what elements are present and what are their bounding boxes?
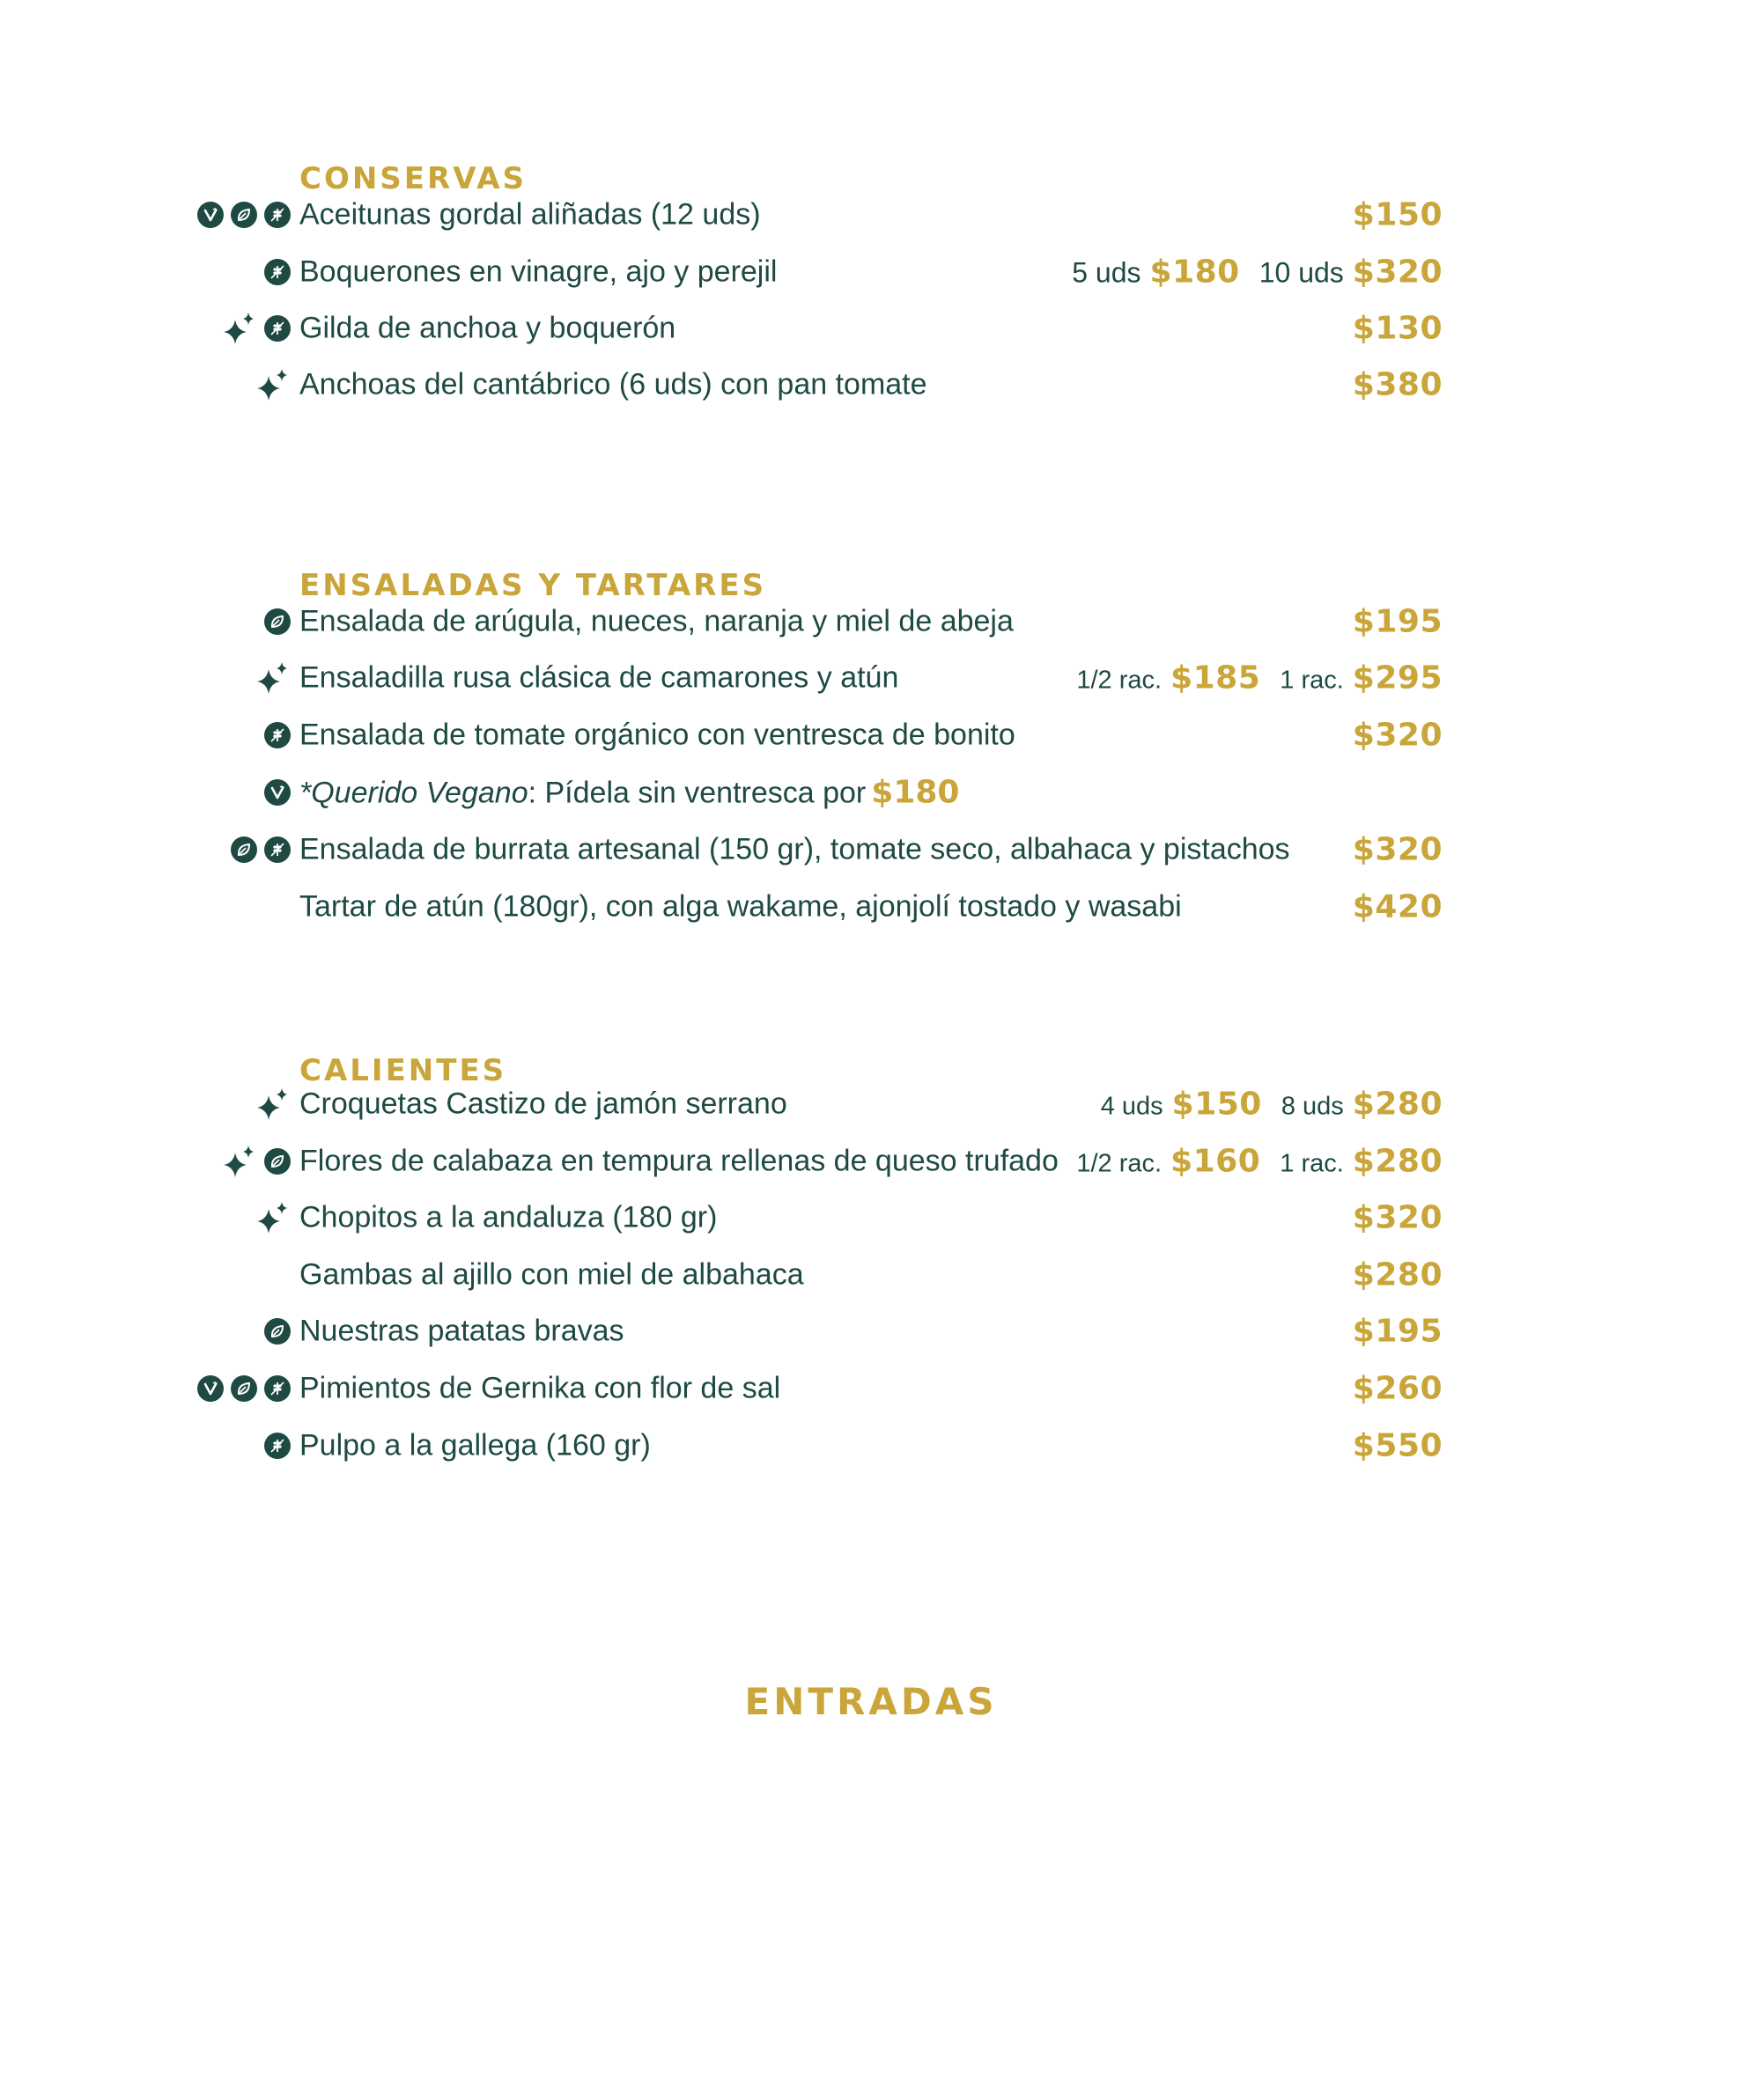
section-title-conservas: CONSERVAS — [299, 161, 528, 196]
price-option — [1353, 832, 1443, 868]
price-option — [1281, 1087, 1443, 1123]
menu-item-prices — [1353, 1314, 1443, 1350]
menu-item — [0, 1080, 1742, 1128]
menu-item-prices — [1101, 1087, 1443, 1123]
dietary-icons — [231, 832, 291, 867]
gluten-free-icon — [264, 259, 291, 285]
menu-item — [0, 883, 1742, 931]
menu-item-name: Anchoas del cantábrico (6 uds) con pan tomate — [299, 367, 927, 402]
dietary-icons — [255, 1200, 291, 1235]
section-title-ensaladas: ENSALADAS Y TARTARES — [299, 568, 767, 603]
menu-item — [0, 305, 1742, 352]
menu-item-prices — [1353, 1257, 1443, 1293]
menu-item-price: $195 — [1352, 603, 1443, 640]
price-quantity: 8 uds — [1281, 1092, 1344, 1121]
menu-item-prices — [1353, 311, 1443, 347]
menu-item-prices — [1353, 604, 1443, 640]
menu-item-name: Nuestras patatas bravas — [299, 1314, 624, 1348]
sparkle-icon — [222, 311, 257, 346]
menu-item-name: Gilda de anchoa y boquerón — [299, 311, 676, 345]
sparkle-icon — [255, 660, 291, 696]
vegetarian-icon — [264, 608, 291, 635]
price-quantity: 5 uds — [1072, 256, 1141, 289]
price-option — [1353, 718, 1443, 754]
price-option — [1259, 254, 1443, 291]
menu-item — [0, 1308, 1742, 1355]
menu-item-price: $180 — [871, 774, 960, 811]
menu-item — [0, 654, 1742, 702]
price-option — [1353, 367, 1443, 403]
menu-item-name: Ensaladilla rusa clásica de camarones y atún — [299, 660, 899, 695]
menu-item-price: $160 — [1170, 1143, 1261, 1180]
menu-item-prices — [1353, 1371, 1443, 1407]
menu-item-prices — [1353, 197, 1443, 233]
price-option — [1280, 1144, 1443, 1180]
price-option — [1076, 660, 1260, 696]
menu-item-prices — [1353, 718, 1443, 754]
price-option — [1280, 660, 1443, 696]
price-quantity: 1/2 rac. — [1076, 1149, 1163, 1178]
menu-item — [0, 248, 1742, 296]
menu-item-price: $260 — [1352, 1370, 1443, 1407]
vegetarian-icon — [264, 1318, 291, 1345]
vegetarian-icon — [231, 836, 257, 863]
price-option — [1353, 197, 1443, 233]
menu-item-name-rest: : Pídela sin ventresca por — [528, 776, 867, 810]
sparkle-icon — [255, 1200, 291, 1235]
menu-item — [0, 361, 1742, 409]
menu-item-price: $280 — [1352, 1256, 1443, 1293]
dietary-icons — [255, 1087, 291, 1122]
dietary-icons — [264, 775, 291, 810]
vegan-icon — [197, 1375, 224, 1402]
vegan-icon — [264, 779, 291, 806]
menu-item-name: Pulpo a la gallega (160 gr) — [299, 1428, 651, 1463]
menu-item-price: $180 — [1149, 254, 1240, 291]
menu-item-price: $320 — [1352, 254, 1443, 291]
price-option — [1353, 311, 1443, 347]
menu-item-name: Ensalada de tomate orgánico con ventresca de bonito — [299, 718, 1015, 752]
menu-item — [0, 769, 1742, 816]
menu-item-price: $150 — [1352, 196, 1443, 233]
menu-item-price: $185 — [1170, 659, 1261, 696]
menu-item-prices — [1072, 254, 1443, 291]
menu-item-price: $550 — [1352, 1427, 1443, 1464]
menu-item-name: Flores de calabaza en tempura rellenas de queso trufado — [299, 1144, 1059, 1178]
dietary-icons — [255, 660, 291, 696]
price-quantity: 1/2 rac. — [1076, 666, 1163, 695]
dietary-icons — [264, 1314, 291, 1349]
sparkle-icon — [222, 1144, 257, 1179]
gluten-free-icon — [264, 202, 291, 228]
menu-item — [0, 826, 1742, 873]
vegetarian-icon — [264, 1148, 291, 1175]
price-option — [1076, 1144, 1260, 1180]
vegetarian-icon — [231, 202, 257, 228]
dietary-icons — [222, 1144, 291, 1179]
menu-item-price: $420 — [1352, 888, 1443, 925]
menu-item-prices — [1353, 367, 1443, 403]
vegan-icon — [197, 202, 224, 228]
menu-item-name: Ensalada de burrata artesanal (150 gr), tomate seco, albahaca y pistachos — [299, 832, 1290, 866]
menu-item-prices — [1076, 1144, 1443, 1180]
sparkle-icon — [255, 367, 291, 402]
price-quantity: 1 rac. — [1280, 666, 1344, 695]
menu-item-name: Boquerones en vinagre, ajo y perejil — [299, 254, 778, 289]
dietary-icons — [264, 1428, 291, 1463]
price-option — [1353, 1200, 1443, 1236]
menu-item — [0, 1365, 1742, 1412]
price-option — [1072, 254, 1239, 291]
menu-item-price: $150 — [1171, 1086, 1262, 1123]
menu-item-price: $380 — [1352, 366, 1443, 403]
price-quantity: 1 rac. — [1280, 1149, 1344, 1178]
menu-item-name-italic: *Querido Vegano — [299, 776, 528, 810]
vegetarian-icon — [231, 1375, 257, 1402]
price-option — [1353, 1314, 1443, 1350]
menu-item-name — [299, 775, 959, 811]
menu-item-name: Tartar de atún (180gr), con alga wakame, ajonjolí tostado y wasabi — [299, 889, 1182, 924]
menu-item-name: Gambas al ajillo con miel de albahaca — [299, 1257, 804, 1292]
price-option — [1353, 1371, 1443, 1407]
menu-item-prices — [1353, 889, 1443, 925]
gluten-free-icon — [264, 1433, 291, 1459]
dietary-icons — [222, 311, 291, 346]
menu-item-price: $320 — [1352, 831, 1443, 868]
gluten-free-icon — [264, 722, 291, 748]
menu-item-price: $295 — [1352, 659, 1443, 696]
menu-item-name: Chopitos a la andaluza (180 gr) — [299, 1200, 718, 1234]
menu-item — [0, 1138, 1742, 1185]
menu-item-name: Croquetas Castizo de jamón serrano — [299, 1087, 787, 1121]
dietary-icons — [197, 1371, 291, 1406]
dietary-icons — [197, 197, 291, 232]
gluten-free-icon — [264, 836, 291, 863]
section-title-calientes: CALIENTES — [299, 1053, 507, 1088]
price-quantity: 4 uds — [1100, 1092, 1163, 1121]
price-option — [1353, 1428, 1443, 1464]
menu-item-prices — [1353, 1428, 1443, 1464]
menu-item-prices — [1353, 832, 1443, 868]
price-option — [1101, 1087, 1262, 1123]
menu-item — [0, 711, 1742, 759]
menu-item-price: $320 — [1352, 717, 1443, 754]
price-option — [1353, 1257, 1443, 1293]
gluten-free-icon — [264, 315, 291, 342]
dietary-icons — [255, 367, 291, 402]
menu-item — [0, 1422, 1742, 1470]
menu-item-name: Pimientos de Gernika con flor de sal — [299, 1371, 781, 1405]
dietary-icons — [264, 718, 291, 753]
menu-item — [0, 1251, 1742, 1299]
menu-item-prices — [1076, 660, 1443, 696]
price-option — [1353, 604, 1443, 640]
dietary-icons — [264, 254, 291, 290]
price-option — [1353, 889, 1443, 925]
menu-item-price: $280 — [1352, 1086, 1443, 1123]
menu-item-prices — [1353, 1200, 1443, 1236]
footer-title-entradas: ENTRADAS — [744, 1680, 998, 1723]
menu-item — [0, 598, 1742, 645]
sparkle-icon — [255, 1087, 291, 1122]
menu-item-price: $195 — [1352, 1313, 1443, 1350]
gluten-free-icon — [264, 1375, 291, 1402]
dietary-icons — [264, 604, 291, 639]
menu-item-price: $320 — [1352, 1199, 1443, 1236]
price-quantity: 10 uds — [1259, 256, 1344, 289]
menu-item-price: $280 — [1352, 1143, 1443, 1180]
menu-item-price: $130 — [1352, 310, 1443, 347]
menu-item — [0, 1194, 1742, 1242]
menu-item-name: Aceitunas gordal aliñadas (12 uds) — [299, 197, 761, 232]
menu-item-name: Ensalada de arúgula, nueces, naranja y miel de abeja — [299, 604, 1014, 638]
menu-item — [0, 191, 1742, 239]
